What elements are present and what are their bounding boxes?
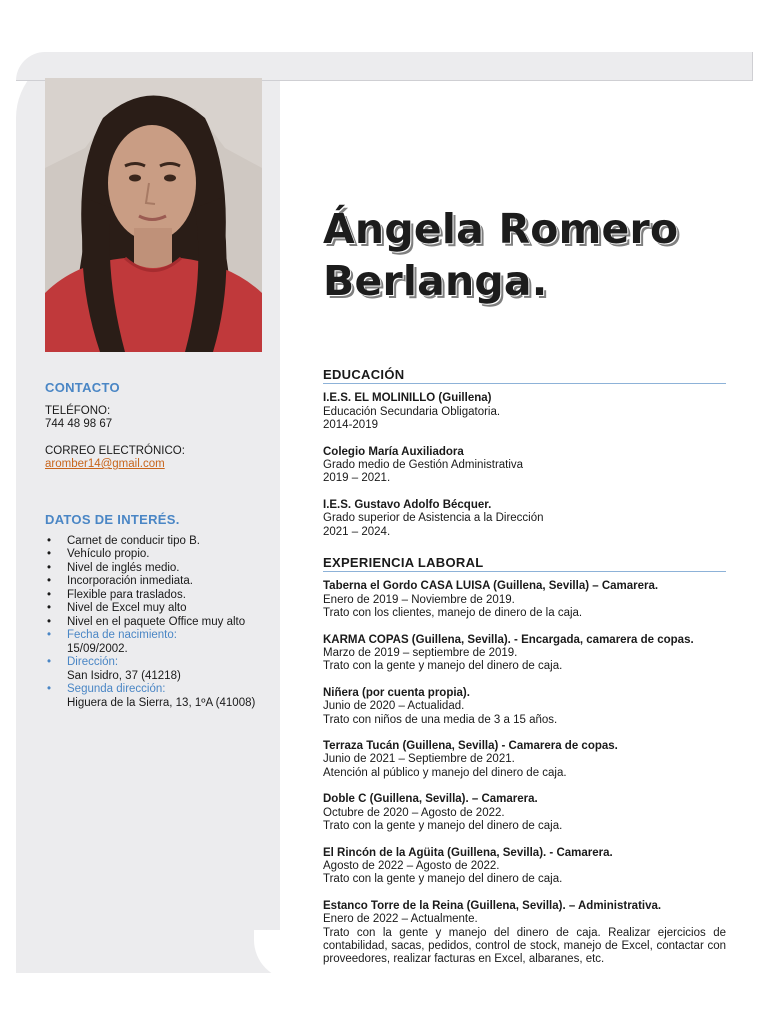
birth-date-value: 15/09/2002. bbox=[67, 642, 128, 655]
entry-description: Trato con la gente y manejo del dinero de caja. Realizar ejercicios de contabilidad, sacas, pedidos, control de stock, manejo de Excel, contactar con proveedores, realizar facturas en Excel, albaranes, etc. bbox=[323, 926, 726, 966]
address-value: San Isidro, 37 (41218) bbox=[67, 669, 181, 682]
entry-line: Junio de 2020 – Actualidad. bbox=[323, 700, 465, 713]
entry-line: Educación Secundaria Obligatoria. bbox=[323, 405, 501, 418]
experience-heading: EXPERIENCIA LABORAL bbox=[323, 556, 726, 572]
entry-line: 2019 – 2021. bbox=[323, 472, 391, 485]
list-item: • Nivel de inglés medio. bbox=[45, 562, 270, 576]
list-item: • Incorporación inmediata. bbox=[45, 575, 270, 589]
list-item: • Carnet de conducir tipo B. bbox=[45, 535, 270, 549]
experience-section bbox=[323, 556, 726, 967]
entry-line: Trato con la gente y manejo del dinero de caja. bbox=[323, 660, 563, 673]
address-label: • Dirección: bbox=[67, 656, 119, 668]
entry-title: KARMA COPAS (Guillena, Sevilla). - Encargada, camarera de copas. bbox=[323, 633, 694, 646]
entry-title: I.E.S. Gustavo Adolfo Bécquer. bbox=[323, 498, 492, 511]
portrait-illustration bbox=[45, 78, 262, 352]
candidate-name bbox=[323, 203, 743, 307]
entry-line: Marzo de 2019 – septiembre de 2019. bbox=[323, 647, 518, 660]
entry-line: Trato con la gente y manejo del dinero de caja. bbox=[323, 873, 563, 886]
experience-entry bbox=[323, 793, 726, 833]
list-item: • Flexible para traslados. bbox=[45, 589, 270, 603]
entry-title: El Rincón de la Agüita (Guillena, Sevilla). - Camarera. bbox=[323, 846, 613, 859]
interests-list bbox=[45, 535, 270, 711]
contact-heading: CONTACTO bbox=[45, 380, 120, 395]
contact-section bbox=[45, 381, 270, 472]
email-label: CORREO ELECTRÓNICO: bbox=[45, 444, 185, 457]
experience-entry bbox=[323, 847, 726, 887]
entry-line: Enero de 2022 – Actualmente. bbox=[323, 913, 478, 926]
second-address-item bbox=[45, 683, 270, 710]
interests-heading: DATOS DE INTERÉS. bbox=[45, 512, 180, 527]
name-line-2: Berlanga. bbox=[323, 257, 548, 305]
entry-title: Niñera (por cuenta propia). bbox=[323, 686, 470, 699]
portrait-photo bbox=[45, 78, 262, 352]
interests-section bbox=[45, 513, 270, 710]
list-item: • Nivel de Excel muy alto bbox=[45, 602, 270, 616]
name-line-1: Ángela Romero bbox=[323, 205, 679, 253]
entry-line: Trato con la gente y manejo del dinero de caja. bbox=[323, 820, 563, 833]
entry-line: Trato con los clientes, manejo de dinero de la caja. bbox=[323, 607, 583, 620]
entry-line: Atención al público y manejo del dinero de caja. bbox=[323, 766, 567, 779]
entry-title: I.E.S. EL MOLINILLO (Guillena) bbox=[323, 392, 492, 405]
education-entry bbox=[323, 499, 726, 539]
education-entry bbox=[323, 446, 726, 486]
list-item: • Nivel en el paquete Office muy alto bbox=[45, 616, 270, 630]
entry-title: Terraza Tucán (Guillena, Sevilla) - Camarera de copas. bbox=[323, 740, 618, 753]
entry-line: Octubre de 2020 – Agosto de 2022. bbox=[323, 806, 505, 819]
experience-entry bbox=[323, 740, 726, 780]
entry-title: Taberna el Gordo CASA LUISA (Guillena, Sevilla) – Camarera. bbox=[323, 580, 659, 593]
experience-entry bbox=[323, 900, 726, 967]
entry-line: Junio de 2021 – Septiembre de 2021. bbox=[323, 753, 515, 766]
entry-title: Estanco Torre de la Reina (Guillena, Sevilla). – Administrativa. bbox=[323, 899, 662, 912]
education-heading: EDUCACIÓN bbox=[323, 368, 726, 384]
entry-line: Grado superior de Asistencia a la Dirección bbox=[323, 512, 544, 525]
birth-date-item bbox=[45, 629, 270, 656]
list-item: • Vehículo propio. bbox=[45, 548, 270, 562]
entry-line: Agosto de 2022 – Agosto de 2022. bbox=[323, 859, 500, 872]
education-entry bbox=[323, 392, 726, 432]
experience-entry bbox=[323, 687, 726, 727]
entry-title: Doble C (Guillena, Sevilla). – Camarera. bbox=[323, 793, 538, 806]
phone-value: 744 48 98 67 bbox=[45, 418, 113, 430]
entry-line: 2021 – 2024. bbox=[323, 525, 391, 538]
experience-entry bbox=[323, 634, 726, 674]
second-address-label: • Segunda dirección: bbox=[67, 683, 166, 695]
email-link[interactable]: aromber14@gmail.com bbox=[45, 458, 165, 470]
entry-title: Colegio María Auxiliadora bbox=[323, 445, 464, 458]
entry-line: Trato con niños de una media de 3 a 15 años. bbox=[323, 713, 558, 726]
entry-line: 2014-2019 bbox=[323, 419, 378, 432]
education-section bbox=[323, 368, 726, 539]
entry-line: Grado medio de Gestión Administrativa bbox=[323, 459, 524, 472]
birth-date-label: • Fecha de nacimiento: bbox=[67, 629, 177, 641]
address-item bbox=[45, 656, 270, 683]
experience-entry bbox=[323, 580, 726, 620]
phone-label: TELÉFONO: bbox=[45, 404, 111, 417]
header-band bbox=[16, 52, 753, 81]
entry-line: Enero de 2019 – Noviembre de 2019. bbox=[323, 593, 515, 606]
second-address-value: Higuera de la Sierra, 13, 1ºA (41008) bbox=[67, 696, 256, 709]
